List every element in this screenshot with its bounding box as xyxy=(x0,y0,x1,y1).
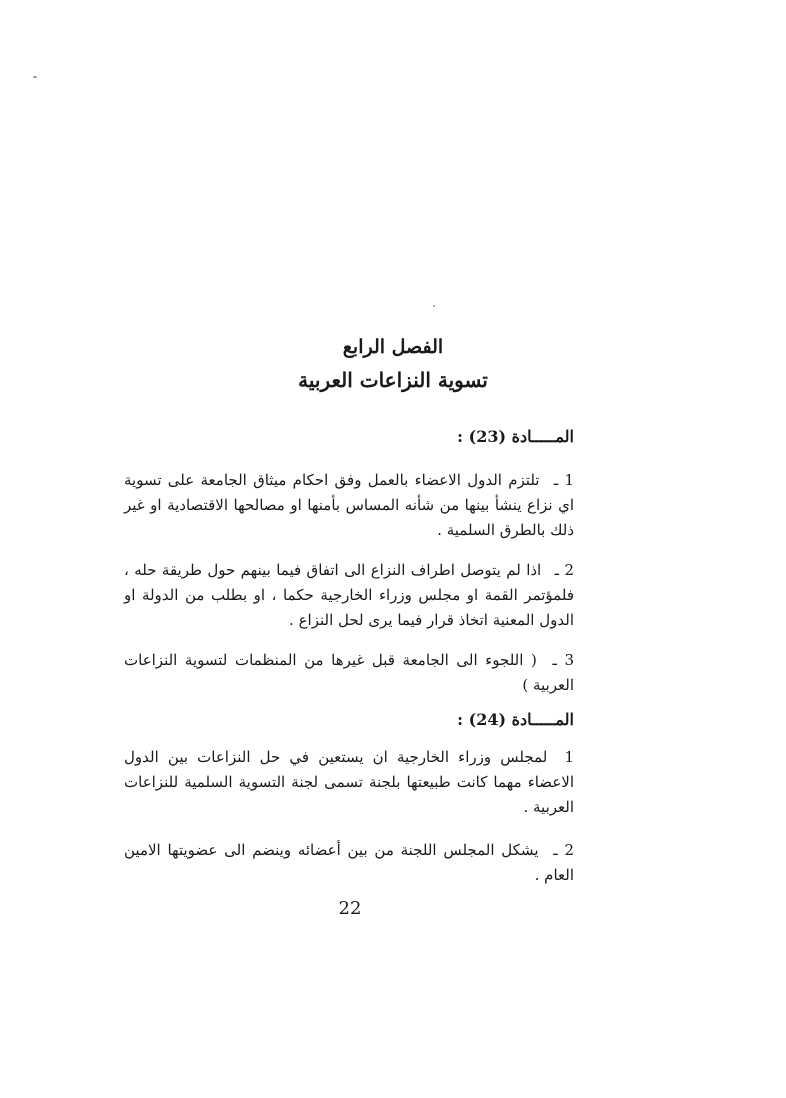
clause-text: اذا لم يتوصل اطراف النزاع الى اتفاق فيما بينهم حول طريقة حله ، فلمؤتمر القمة او مجلس وزراء الخارجية حكما ، او بطلب من الدولة او الدول المعنية اتخاذ قرار فيما يرى لحل النزاع . xyxy=(124,561,574,629)
scan-speck xyxy=(33,76,37,78)
clause-text: ( اللجوء الى الجامعة قبل غيرها من المنظمات لتسوية النزاعات العربية ) xyxy=(124,651,574,694)
clause xyxy=(124,468,574,543)
page-number: 22 xyxy=(338,898,362,919)
article-heading: المـــــادة (24) : xyxy=(457,710,574,729)
scan-speck xyxy=(433,305,435,307)
clause-number: 2 ـ xyxy=(553,841,574,859)
clause xyxy=(124,838,574,888)
clause-number: 1 xyxy=(564,748,574,766)
clause xyxy=(124,648,574,698)
clause xyxy=(124,558,574,633)
chapter-title: الفصل الرابع xyxy=(342,336,444,358)
clause xyxy=(124,745,574,820)
clause-number: 1 ـ xyxy=(553,471,574,489)
clause-text: تلتزم الدول الاعضاء بالعمل وفق احكام ميثاق الجامعة على تسوية اي نزاع ينشأ بينها من شأنه المساس بأمنها او مصالحها الاقتصادية او غير ذلك بالطرق السلمية . xyxy=(124,471,574,539)
clause-text: يشكل المجلس اللجنة من بين أعضائه وينضم الى عضويتها الامين العام . xyxy=(124,841,574,884)
clause-text: لمجلس وزراء الخارجية ان يستعين في حل النزاعات بين الدول الاعضاء مهما كانت طبيعتها بلجنة تسمى لجنة التسوية السلمية للنزاعات العربية . xyxy=(124,748,574,816)
chapter-subtitle: تسوية النزاعات العربية xyxy=(298,368,488,392)
clause-number: 3 ـ xyxy=(552,651,574,669)
article-heading: المـــــادة (23) : xyxy=(457,427,574,446)
clause-number: 2 ـ xyxy=(554,561,574,579)
